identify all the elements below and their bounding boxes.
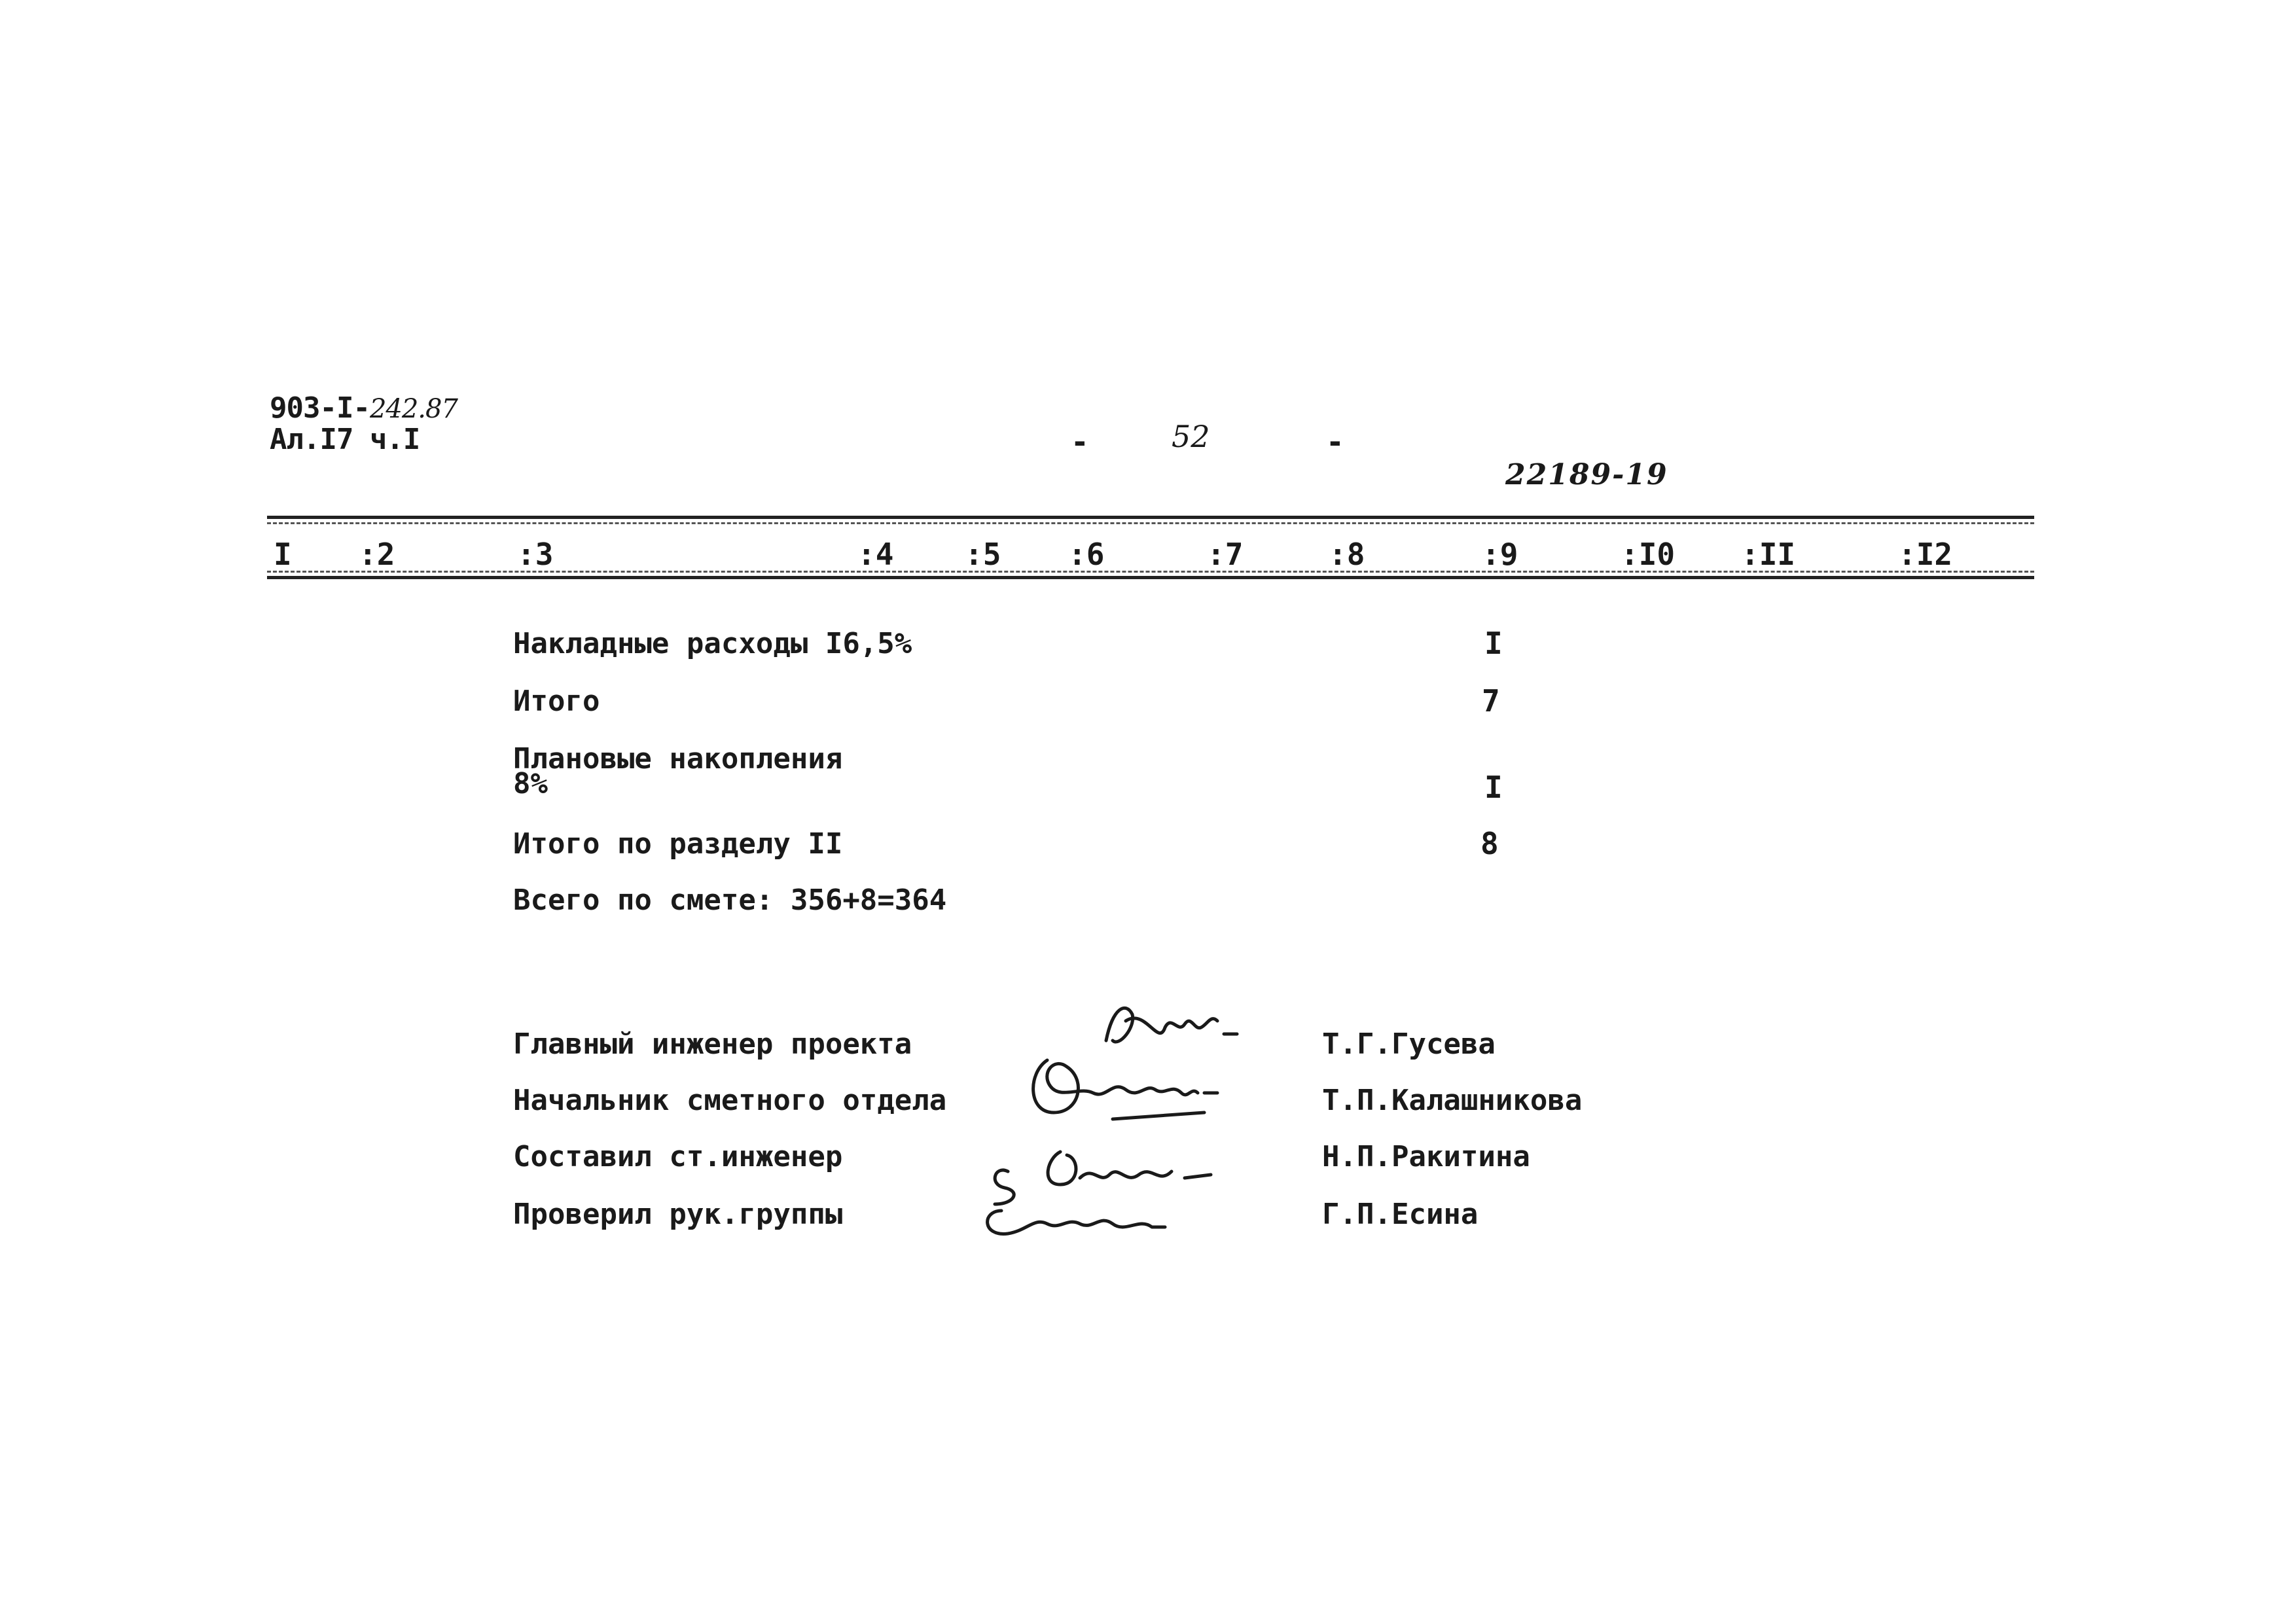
row-planned-savings-percent: 8% (513, 767, 548, 800)
page-number: 52 (1172, 419, 1210, 454)
column-header-9: :9 (1482, 537, 1518, 572)
row-planned-savings-value: I (1484, 770, 1503, 805)
row-overhead-value: I (1484, 626, 1503, 661)
document-code-handwritten: 242.87 (369, 394, 457, 424)
signature-role-checker: Проверил рук.группы (513, 1198, 843, 1231)
column-header-1: I (274, 537, 292, 572)
signature-kalashnikova-icon (1021, 1047, 1244, 1126)
column-header-10: :I0 (1621, 537, 1676, 572)
signature-name-esina: Г.П.Есина (1322, 1198, 1479, 1231)
row-grand-total-label: Всего по смете: 356+8=364 (513, 883, 947, 917)
sheet-reference: Ал.I7 ч.I (270, 423, 420, 456)
column-header-7: :7 (1207, 537, 1244, 572)
column-header-12: :I2 (1898, 537, 1953, 572)
document-code (270, 391, 457, 425)
row-overhead-label: Накладные расходы I6,5% (513, 627, 912, 660)
row-subtotal-value: 7 (1482, 683, 1500, 719)
row-section-total-value: 8 (1480, 826, 1499, 861)
table-rule-top-dashed (267, 522, 2034, 524)
signature-name-guseva: Т.Г.Гусева (1322, 1027, 1496, 1061)
column-header-6: :6 (1068, 537, 1105, 572)
column-header-8: :8 (1329, 537, 1365, 572)
signature-role-compiler: Составил ст.инженер (513, 1140, 843, 1173)
signature-role-chief-engineer: Главный инженер проекта (513, 1027, 912, 1061)
document-number: 22189-19 (1505, 458, 1668, 491)
signature-name-rakitina: Н.П.Ракитина (1322, 1140, 1530, 1173)
table-rule-bottom (267, 576, 2034, 579)
column-header-3: :3 (517, 537, 554, 572)
signature-rakitina-esina-icon (969, 1139, 1244, 1243)
column-header-2: :2 (359, 537, 395, 572)
signature-name-kalashnikova: Т.П.Калашникова (1322, 1084, 1583, 1117)
column-header-5: :5 (965, 537, 1001, 572)
row-planned-savings-label: Плановые накопления (513, 742, 843, 776)
document-code-printed: 903-I- (270, 391, 370, 425)
table-rule-top (267, 516, 2034, 519)
column-header-4: :4 (857, 537, 894, 572)
signature-role-estimate-head: Начальник сметного отдела (513, 1084, 947, 1117)
column-header-11: :II (1741, 537, 1796, 572)
page-dash-right: - (1326, 424, 1344, 459)
page-dash-left: - (1071, 424, 1089, 459)
row-subtotal-label: Итого (513, 685, 600, 718)
row-section-total-label: Итого по разделу II (513, 827, 843, 861)
